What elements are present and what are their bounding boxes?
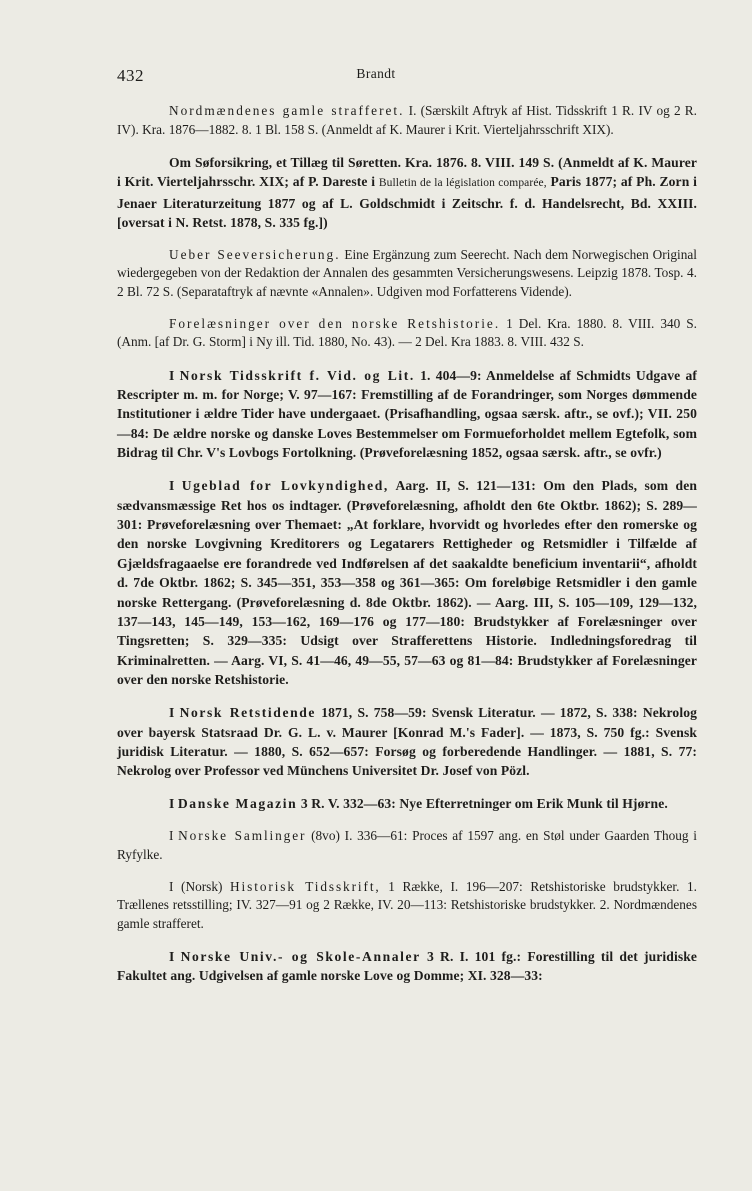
entry-title: Norske Samlinger — [178, 828, 307, 844]
bibliography-entry-ugeblad — [117, 476, 697, 689]
bibliography-entry-strafferet — [117, 102, 697, 139]
bibliography-entry-annaler — [117, 947, 697, 986]
bibliography-entry-norsk-tidsskrift — [117, 366, 697, 463]
entry-body: et Tillæg til Søretten. Kra. 1876. 8. VIII. 149 S. (Anmeldt af K. Maurer i Krit. Vierteljahrsschr. XIX; af P. Dareste i — [117, 154, 697, 190]
entry-title: Om Søforsikring, — [169, 154, 273, 170]
entry-lead: I — [169, 478, 182, 494]
entry-note: Bulletin de la législation comparée, — [378, 177, 547, 190]
entry-lead: I — [169, 796, 178, 812]
page-header — [0, 66, 752, 90]
page-number: 432 — [117, 66, 144, 85]
bibliography-entry-seeversicherung — [117, 246, 697, 302]
entry-title: Ugeblad for Lovkyndighed, — [181, 478, 389, 494]
bibliography-entry-danske-magazin — [117, 794, 697, 813]
bibliography-entry-retstidende — [117, 703, 697, 781]
entry-title: Ueber Seeversicherung. — [169, 246, 341, 262]
entry-title: Norsk Tidsskrift f. Vid. og Lit. — [179, 367, 415, 383]
bibliography-entry-forelaesninger — [117, 315, 697, 352]
entry-lead: I (Norsk) — [169, 878, 231, 894]
entry-body: (8vo) I. 336—61: Proces af 1597 ang. en Støl under Gaarden Thoug i Ryfylke. — [117, 828, 698, 862]
running-head: Brandt — [356, 66, 396, 81]
entry-body: I. (Særskilt Aftryk af Hist. Tidsskrift 1 R. IV og 2 R. IV). Kra. 1876—1882. 8. 1 Bl. 158 S. (Anmeldt af K. Maurer i Krit. Vierteljahrsschrift XIX). — [117, 103, 697, 137]
entry-title: Forelæsninger over den norske Retshistorie. — [169, 315, 501, 331]
entry-title: Norsk Retstidende — [179, 705, 317, 721]
entry-lead: I — [169, 828, 179, 844]
entry-body: 1. 404—9: Anmeldelse af Schmidts Udgave af Rescripter m. m. for Norge; V. 97—167: Fremstilling af de Forandringer, som Norges dømmende Institutioner i ældre Tider have undergaaet. (Prisafhandling, ogsaa særsk. aftr., se ovf.); VII. 250—84: De ældre norske og danske Loves Bestemmelser om Formueforholdet mellem Egtefolk, som Bidrag til Chr. V's Lovbogs Fortolkning. (Prøveforelæsning 1852, ogsaa særsk. aftr., se ovfr.) — [117, 367, 697, 461]
entry-title: Danske Magazin — [177, 796, 298, 812]
entry-body: Aarg. II, S. 121—131: Om den Plads, som den sædvansmæssige Ret hos os indtager. (Prøveforelæsning, afholdt den 6te Oktbr. 1862); S. 289—301: Prøveforelæsning over Themaet: „At forklare, hvorvidt og hvorledes efter den romerske og den norske Lovgivning Kreditorers og Legatarers Rettigheder og Retsmidler i Tilfælde af Gjældsfragaaelse ere forandrede ved Indførelsen af det saakaldte beneficium inventarii“, afholdt d. 7de Oktbr. 1862; S. 345—351, 353—358 og 361—365: Om foreløbige Retsmidler i den gamle norske Rettergang. (Prøveforelæsning d. 8de Oktbr. 1862). — Aarg. III, S. 105—109, 129—132, 137—143, 145—149, 153—162, 169—176 og 177—180: Brudstykker af Forelæsninger over Tingsretten; S. 329—335: Udsigt over Strafferettens Historie. Indledningsforedrag til Kriminalretten. — Aarg. VI, S. 41—46, 49—55, 57—63 og 81—84: Brudstykker af Forelæsninger over den norske Retshistorie. — [117, 478, 697, 688]
entry-title: Historisk Tidsskrift, — [230, 878, 381, 894]
bibliography-entry-norske-samlinger — [117, 827, 697, 864]
entry-lead: I — [169, 367, 180, 383]
entry-body: 1 Række, I. 196—207: Retshistoriske brudstykker. 1. Trællenes retsstilling; IV. 327—91 og 2 Række, IV. 20—113: Retshistoriske brudstykker. 2. Nordmændenes gamle strafferet. — [117, 878, 697, 931]
entry-body-continued: Paris 1877; af Ph. Zorn i Jenaer Literaturzeitung 1877 og af L. Goldschmidt i Zeitschr. f. d. Handelsrecht, Bd. XXIII. [oversat i N. Retst. 1878, S. 335 fg.]) — [117, 174, 697, 230]
entry-body: 3 R. V. 332—63: Nye Efterretninger om Erik Munk til Hjørne. — [297, 796, 668, 812]
entry-body: Eine Ergänzung zum Seerecht. Nach dem Norwegischen Original wiedergegeben von der Redaktion der Annalen des gesammten Versicherungswesens. Leipzig 1878. Tosp. 4. 2 Bl. 72 S. (Separataftryk af nævnte «Annalen». Udgiven mod Forfatterens Vidende). — [117, 246, 697, 299]
bibliography-entry-historisk-tidsskrift — [117, 878, 697, 934]
entry-lead: I — [169, 949, 181, 965]
bibliography-list — [117, 102, 697, 992]
entry-body: 1 Del. Kra. 1880. 8. VIII. 340 S. (Anm. [af Dr. G. Storm] i Ny ill. Tid. 1880, No. 43). — 2 Del. Kra 1883. 8. VIII. 432 S. — [117, 315, 697, 350]
entry-title: Nordmændenes gamle strafferet. — [169, 103, 405, 118]
bibliography-entry-soforsikring — [117, 153, 697, 233]
entry-title: Norske Univ.- og Skole-Annaler — [180, 949, 421, 965]
entry-lead: I — [169, 705, 180, 721]
entry-body: 3 R. I. 101 fg.: Forestilling til det juridiske Fakultet ang. Udgivelsen af gamle norske Love og Domme; XI. 328—33: — [117, 949, 698, 984]
entry-body: 1871, S. 758—59: Svensk Literatur. — 1872, S. 338: Nekrolog over bayersk Statsraad Dr. G. L. v. Maurer [Konrad M.'s Fader]. — 1873, S. 750 fg.: Svensk juridisk Literatur. — 1880, S. 652—657: Forsøg og forberedende Handlinger. — 1881, S. 77: Nekrolog over Professor ved Münchens Universitet Dr. Josef von Pözl. — [117, 705, 697, 779]
